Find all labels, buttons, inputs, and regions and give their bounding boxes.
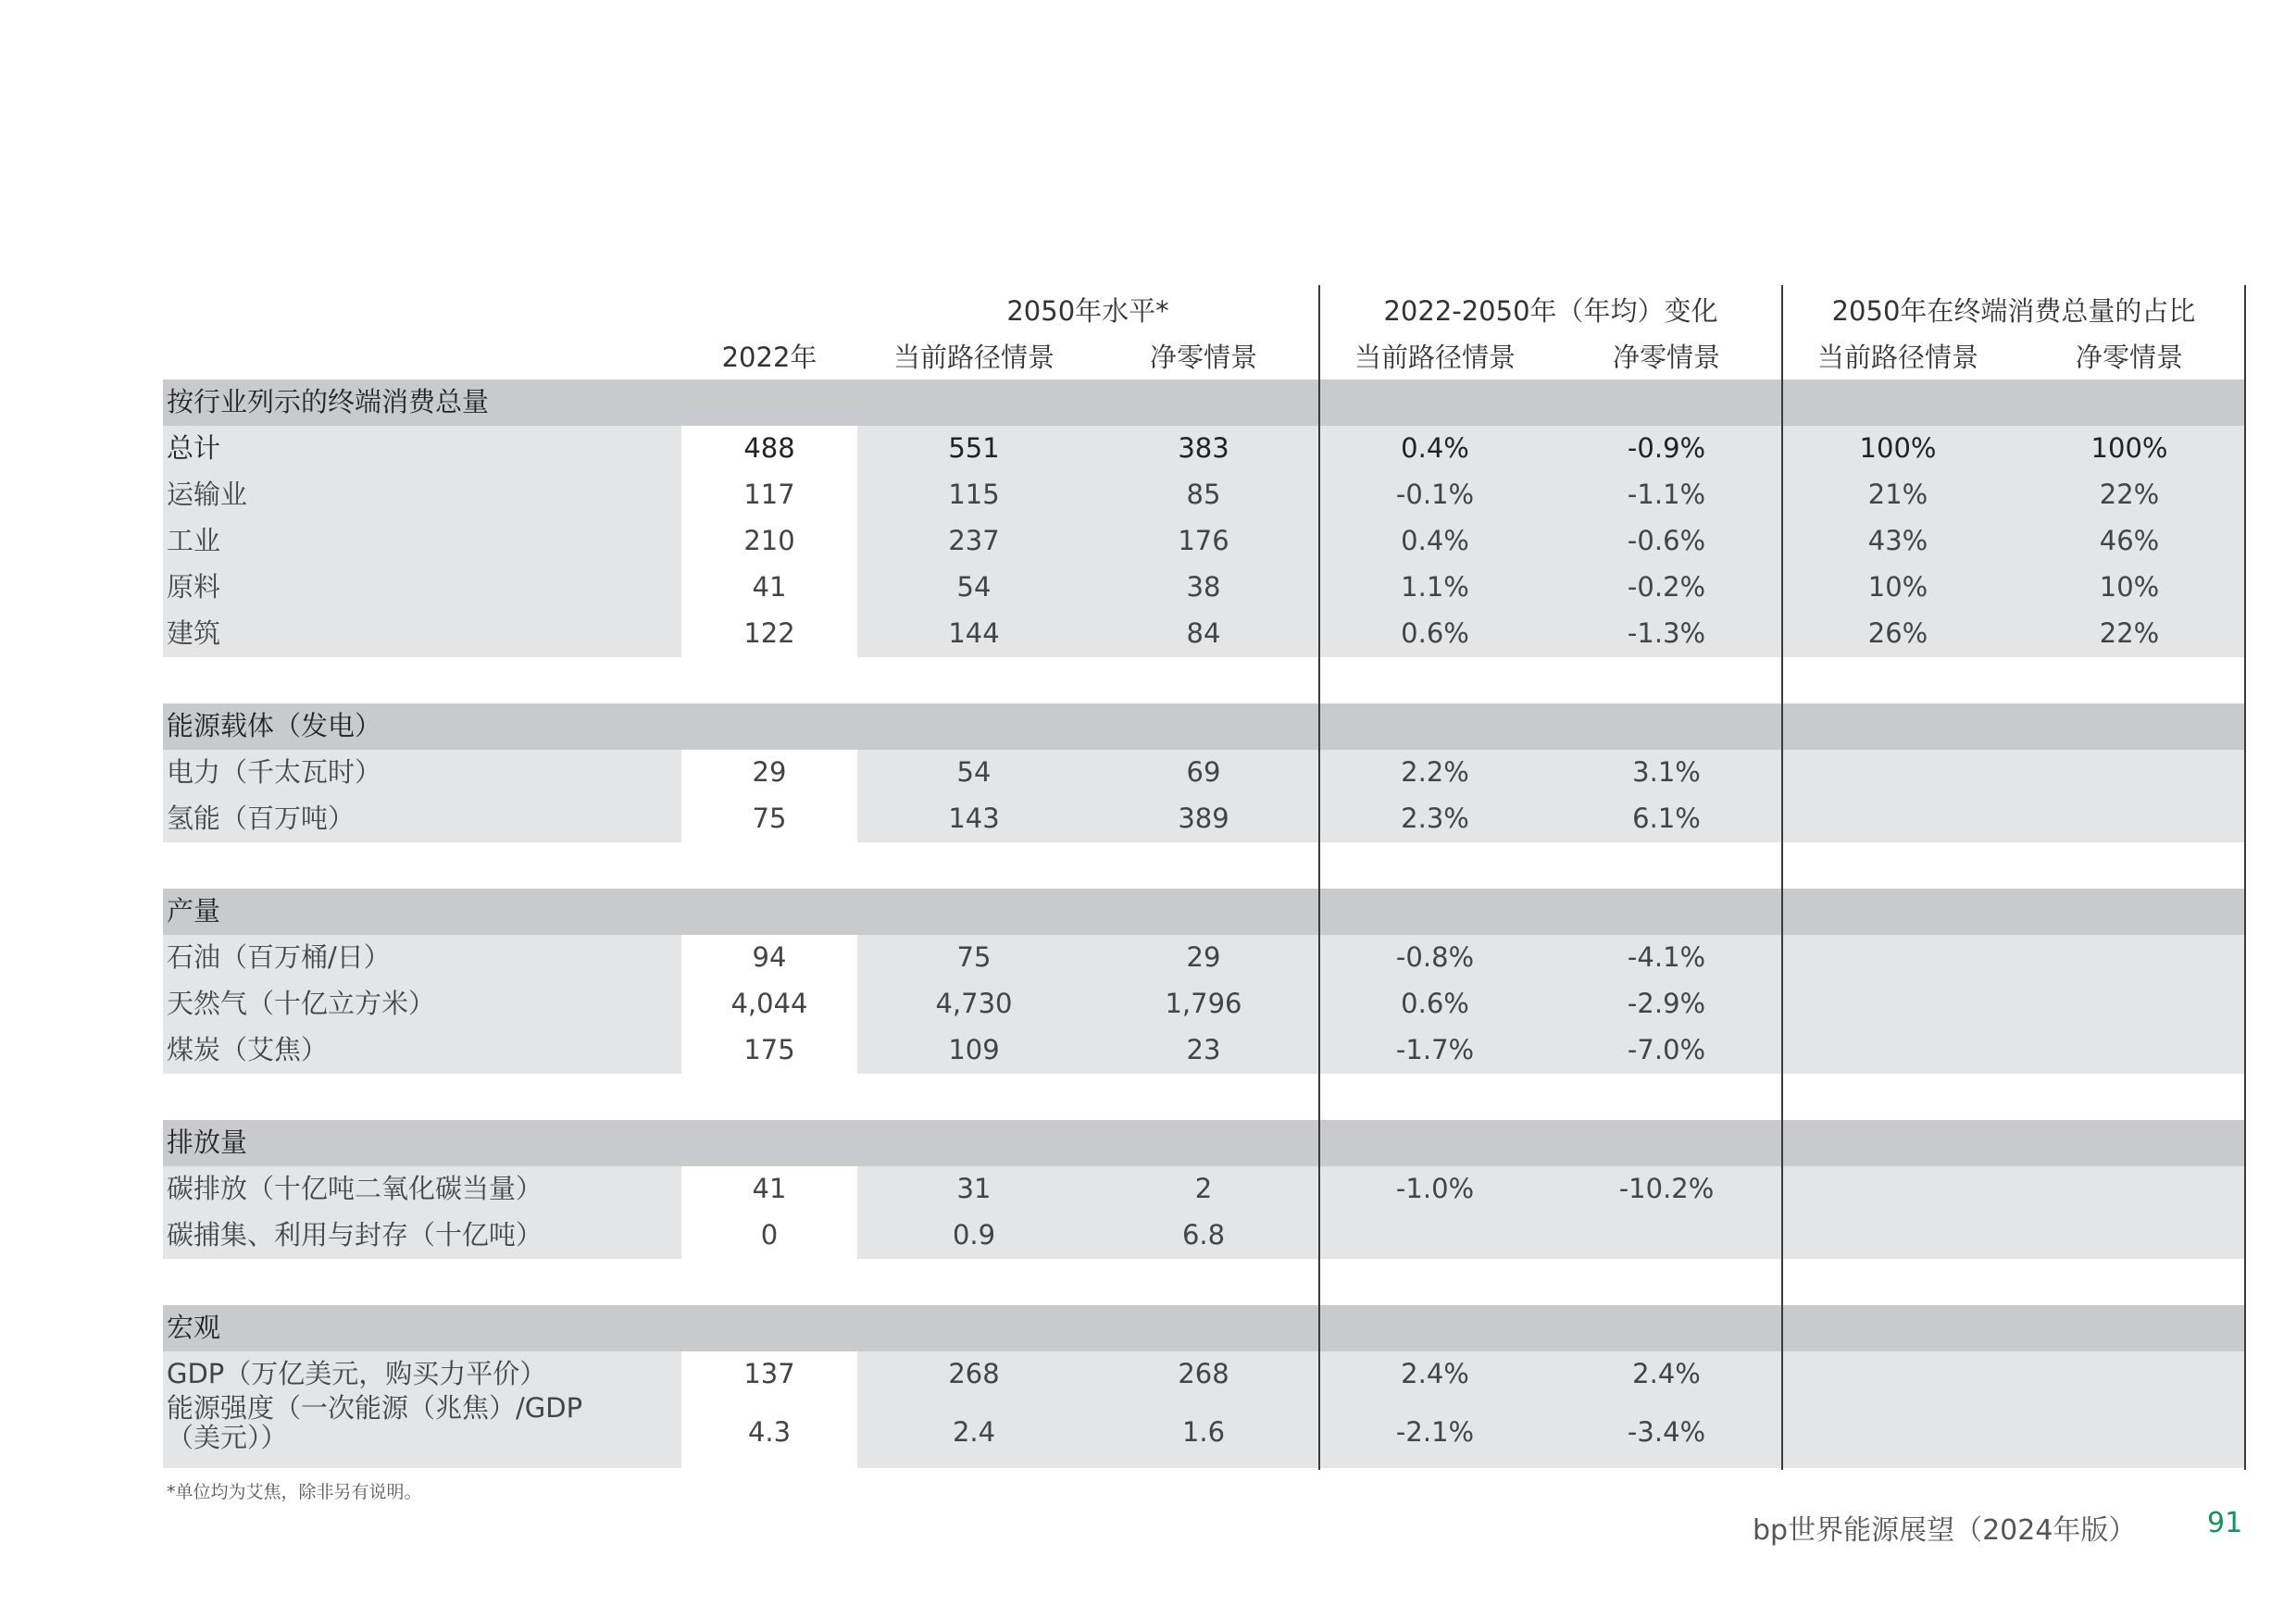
row-band (1783, 796, 2244, 842)
cell-change-netzero: -0.6% (1627, 525, 1706, 556)
cell-2050-current: 109 (948, 1034, 1000, 1065)
report-brand-title: bp世界能源展望（2024年版） (1753, 1514, 2137, 1547)
cell-change-netzero: 6.1% (1632, 803, 1701, 834)
section-header-band (163, 1305, 2244, 1351)
cell-2022: 75 (752, 803, 787, 834)
cell-change-current: -0.1% (1395, 479, 1475, 510)
cell-2022: 0 (760, 1219, 779, 1251)
row-band (163, 565, 681, 611)
row-band (1783, 611, 2244, 657)
cell-share-netzero: 22% (2099, 479, 2160, 510)
cell-2050-current: 115 (948, 479, 1000, 510)
separator-line-3 (2244, 285, 2246, 1470)
row-band (1783, 935, 2244, 981)
section-title: 排放量 (167, 1126, 248, 1158)
row-band (1783, 981, 2244, 1027)
row-label: 原料 (167, 571, 221, 603)
cell-change-current: 2.4% (1401, 1358, 1469, 1389)
row-band (1783, 1351, 2244, 1398)
row-band (1783, 565, 2244, 611)
section-header-band (163, 1120, 2244, 1166)
cell-2050-netzero: 84 (1186, 617, 1221, 649)
row-label: 电力（千太瓦时） (167, 756, 382, 788)
cell-2022: 29 (752, 756, 787, 788)
cell-2022: 122 (743, 617, 795, 649)
row-band (163, 518, 681, 565)
row-label: 工业 (167, 525, 221, 556)
page-number: 91 (2207, 1507, 2243, 1539)
cell-2050-netzero: 6.8 (1181, 1219, 1226, 1251)
header-group-share: 2050年在终端消费总量的占比 (1831, 295, 2196, 327)
cell-share-netzero: 10% (2099, 571, 2160, 603)
cell-2050-current: 2.4 (952, 1416, 996, 1448)
row-band (1783, 518, 2244, 565)
row-label: 运输业 (167, 479, 248, 510)
cell-2050-netzero: 1,796 (1165, 988, 1242, 1019)
cell-change-current: 2.2% (1401, 756, 1469, 788)
row-band (163, 426, 681, 472)
cell-2050-current: 75 (956, 941, 992, 973)
cell-change-netzero: -3.4% (1627, 1416, 1706, 1448)
section-title: 能源载体（发电） (167, 710, 382, 741)
cell-share-netzero: 22% (2099, 617, 2160, 649)
row-band (163, 611, 681, 657)
header-col-2022: 2022年 (721, 342, 817, 373)
cell-2050-current: 237 (948, 525, 1000, 556)
cell-2022: 41 (752, 571, 787, 603)
header-col-share-netzero: 净零情景 (2075, 342, 2184, 373)
cell-share-current: 26% (1867, 617, 1928, 649)
cell-2022: 4.3 (747, 1416, 792, 1448)
row-band (1783, 1027, 2244, 1074)
row-label-continued: （美元）） (167, 1422, 288, 1453)
cell-change-netzero: 2.4% (1632, 1358, 1701, 1389)
cell-2050-netzero: 383 (1178, 432, 1229, 464)
row-label: 碳排放（十亿吨二氧化碳当量） (167, 1173, 543, 1204)
row-band (1783, 1398, 2244, 1468)
cell-2050-netzero: 69 (1186, 756, 1221, 788)
cell-2050-netzero: 389 (1178, 803, 1229, 834)
cell-2050-current: 144 (948, 617, 1000, 649)
header-col-share-current: 当前路径情景 (1816, 342, 1979, 373)
cell-2022: 4,044 (730, 988, 808, 1019)
header-col-change-netzero: 净零情景 (1612, 342, 1721, 373)
row-label: 氢能（百万吨） (167, 803, 356, 834)
section-header-band (163, 703, 2244, 750)
row-band (1783, 472, 2244, 518)
cell-share-current: 21% (1867, 479, 1928, 510)
cell-change-current: -1.7% (1395, 1034, 1475, 1065)
cell-share-current: 43% (1867, 525, 1928, 556)
cell-change-netzero: -1.3% (1627, 617, 1706, 649)
cell-change-current: -1.0% (1395, 1173, 1475, 1204)
cell-2050-current: 54 (956, 756, 992, 788)
row-label: 总计 (167, 432, 221, 464)
cell-2050-netzero: 85 (1186, 479, 1221, 510)
cell-change-current: -2.1% (1395, 1416, 1475, 1448)
cell-2050-netzero: 38 (1186, 571, 1221, 603)
cell-change-netzero: -4.1% (1627, 941, 1706, 973)
cell-2050-netzero: 268 (1178, 1358, 1229, 1389)
cell-2050-current: 143 (948, 803, 1000, 834)
cell-change-current: 0.4% (1401, 525, 1469, 556)
cell-2050-netzero: 2 (1194, 1173, 1213, 1204)
cell-2022: 137 (743, 1358, 795, 1389)
header-col-2050-netzero: 净零情景 (1149, 342, 1258, 373)
cell-change-netzero: -1.1% (1627, 479, 1706, 510)
cell-share-netzero: 46% (2099, 525, 2160, 556)
cell-2050-netzero: 23 (1186, 1034, 1221, 1065)
separator-line-2 (1781, 285, 1783, 1470)
cell-change-current: 0.6% (1401, 988, 1469, 1019)
cell-change-netzero: -7.0% (1627, 1034, 1706, 1065)
header-group-2050-level: 2050年水平* (1006, 295, 1169, 327)
cell-2022: 175 (743, 1034, 795, 1065)
section-header-band (163, 889, 2244, 935)
footnote: *单位均为艾焦，除非另有说明。 (167, 1482, 422, 1502)
cell-2022: 488 (743, 432, 795, 464)
section-title: 按行业列示的终端消费总量 (167, 386, 490, 417)
cell-2050-netzero: 176 (1178, 525, 1229, 556)
cell-2050-netzero: 1.6 (1181, 1416, 1226, 1448)
cell-change-current: -0.8% (1395, 941, 1475, 973)
cell-share-netzero: 100% (2090, 432, 2168, 464)
cell-2050-current: 0.9 (952, 1219, 996, 1251)
cell-2022: 210 (743, 525, 795, 556)
header-col-2050-current: 当前路径情景 (892, 342, 1055, 373)
cell-2050-current: 4,730 (935, 988, 1013, 1019)
row-band (1783, 750, 2244, 796)
cell-change-netzero: 3.1% (1632, 756, 1701, 788)
cell-2050-netzero: 29 (1186, 941, 1221, 973)
cell-2050-current: 551 (948, 432, 1000, 464)
cell-2022: 94 (752, 941, 787, 973)
row-band (1783, 1213, 2244, 1259)
cell-change-netzero: -2.9% (1627, 988, 1706, 1019)
cell-change-current: 0.4% (1401, 432, 1469, 464)
cell-2022: 41 (752, 1173, 787, 1204)
cell-2022: 117 (743, 479, 795, 510)
section-title: 宏观 (167, 1312, 221, 1343)
cell-change-current: 0.6% (1401, 617, 1469, 649)
cell-2050-current: 268 (948, 1358, 1000, 1389)
section-title: 产量 (167, 895, 221, 927)
separator-line-1 (1318, 285, 1320, 1470)
cell-change-netzero: -0.2% (1627, 571, 1706, 603)
header-group-annual-change: 2022-2050年（年均）变化 (1383, 295, 1718, 327)
cell-change-current: 1.1% (1401, 571, 1469, 603)
row-label: 能源强度（一次能源（兆焦）/GDP (167, 1392, 583, 1424)
row-label: 煤炭（艾焦） (167, 1034, 329, 1065)
row-band (1783, 426, 2244, 472)
cell-change-netzero: -0.9% (1627, 432, 1706, 464)
row-label: 天然气（十亿立方米） (167, 988, 436, 1019)
cell-change-current: 2.3% (1401, 803, 1469, 834)
row-label: 碳捕集、利用与封存（十亿吨） (167, 1219, 543, 1251)
cell-change-netzero: -10.2% (1618, 1173, 1715, 1204)
header-col-change-current: 当前路径情景 (1354, 342, 1516, 373)
row-label: 石油（百万桶/日） (167, 941, 391, 973)
row-label: GDP（万亿美元，购买力平价） (167, 1358, 547, 1389)
row-label: 建筑 (167, 617, 221, 649)
cell-share-current: 100% (1859, 432, 1937, 464)
cell-2050-current: 54 (956, 571, 992, 603)
cell-2050-current: 31 (956, 1173, 992, 1204)
row-band (1783, 1166, 2244, 1213)
cell-share-current: 10% (1867, 571, 1928, 603)
